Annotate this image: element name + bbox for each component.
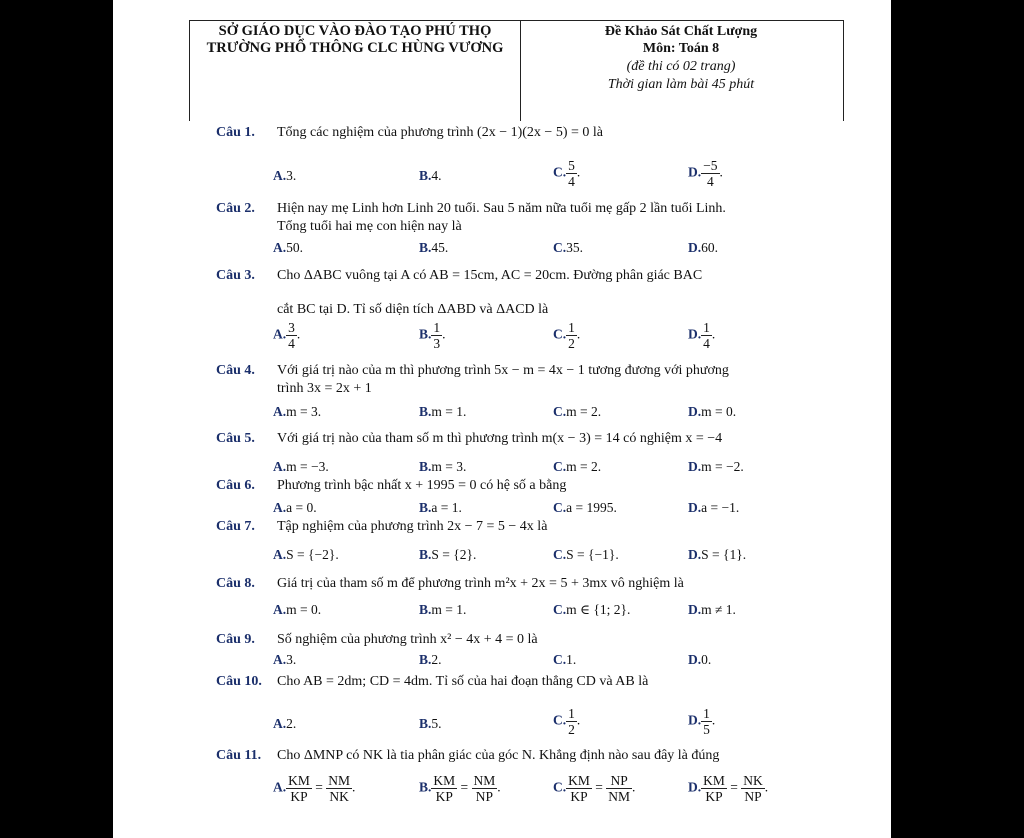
option-letter: A. [273, 500, 287, 515]
option-fraction [606, 773, 632, 804]
answer-option[interactable] [688, 602, 736, 618]
question-text: Tổng các nghiệm của phương trình (2x − 1)(2x − 5) = 0 là [277, 125, 603, 140]
equals-sign: = [311, 779, 327, 795]
option-value: 35. [566, 240, 583, 255]
fraction-numerator: KM [703, 773, 725, 788]
question-label: Câu 6. [216, 478, 255, 493]
option-letter: C. [553, 404, 567, 419]
answer-option[interactable] [419, 716, 442, 732]
option-fraction [701, 706, 712, 737]
fraction-numerator: 1 [568, 706, 575, 721]
option-letter: D. [688, 404, 702, 419]
option-value: m ∈ {1; 2}. [566, 602, 631, 617]
option-value: S = {1}. [701, 547, 747, 562]
option-letter: B. [419, 459, 432, 474]
option-value: m = 0. [286, 602, 322, 617]
option-value: m = 3. [286, 404, 322, 419]
equals-sign: = [591, 779, 607, 795]
option-value: 45. [431, 240, 449, 255]
fraction-denominator: 4 [288, 336, 295, 351]
option-value: a = 1. [431, 500, 462, 515]
option-value: S = {−2}. [286, 547, 339, 562]
option-suffix: . [719, 164, 723, 180]
option-value: m = 3. [431, 459, 467, 474]
answer-option[interactable] [419, 602, 466, 618]
option-fraction [701, 320, 712, 351]
answer-option[interactable] [553, 240, 583, 256]
question-text: Số nghiệm của phương trình x² − 4x + 4 = 0 là [277, 632, 538, 647]
option-value: m = 0. [701, 404, 737, 419]
fraction-numerator: NM [473, 773, 496, 788]
question-label: Câu 7. [216, 519, 255, 534]
answer-option[interactable] [688, 158, 723, 189]
answer-option[interactable] [688, 547, 746, 563]
answer-option[interactable] [273, 773, 355, 804]
fraction-numerator: 1 [568, 320, 575, 335]
option-suffix: . [711, 712, 716, 728]
option-fraction [472, 773, 501, 804]
option-letter: A. [273, 240, 287, 255]
fraction-numerator: 3 [288, 320, 295, 335]
option-suffix: . [497, 779, 501, 795]
option-suffix: . [442, 326, 446, 342]
option-letter: A. [273, 779, 287, 795]
option-fraction [286, 320, 297, 351]
answer-option[interactable] [273, 168, 296, 184]
fraction-denominator: 2 [568, 336, 575, 351]
answer-option[interactable] [553, 158, 580, 189]
fraction-denominator: KP [435, 789, 453, 804]
option-letter: B. [419, 602, 432, 617]
option-letter: B. [419, 652, 432, 667]
question-text: Hiện nay mẹ Linh hơn Linh 20 tuổi. Sau 5 năm nữa tuổi mẹ gấp 2 lần tuổi Linh. [277, 201, 726, 216]
question-text: Với giá trị nào của m thì phương trình 5x − m = 4x − 1 tương đương với phương [277, 363, 729, 378]
option-letter: D. [688, 326, 702, 342]
option-value: 5. [431, 716, 442, 731]
fraction-numerator: KM [433, 773, 456, 788]
option-letter: D. [688, 459, 702, 474]
option-value: m = −2. [701, 459, 744, 474]
fraction-denominator: 4 [706, 174, 714, 189]
equals-sign: = [726, 779, 742, 795]
option-suffix: . [576, 712, 581, 728]
option-fraction [431, 320, 442, 351]
option-suffix: . [576, 164, 581, 180]
fraction-numerator: 1 [703, 320, 710, 335]
question-label: Câu 11. [216, 748, 262, 763]
question-text: Phương trình bậc nhất x + 1995 = 0 có hệ số a bằng [277, 478, 567, 493]
option-letter: C. [553, 602, 567, 617]
option-fraction [741, 773, 765, 804]
option-letter: C. [553, 652, 567, 667]
option-value: m = −3. [286, 459, 329, 474]
answer-option[interactable] [688, 240, 718, 256]
fraction-numerator: 5 [568, 158, 575, 173]
answer-option[interactable] [273, 459, 329, 475]
option-value: m = 2. [566, 404, 602, 419]
option-value: 50. [286, 240, 303, 255]
fraction-denominator: 5 [703, 722, 710, 737]
answer-option[interactable] [688, 320, 715, 351]
option-letter: B. [419, 404, 432, 419]
option-letter: A. [273, 326, 287, 342]
answer-option[interactable] [273, 500, 317, 516]
question-text: Tập nghiệm của phương trình 2x − 7 = 5 − 4x là [277, 519, 548, 534]
answer-option[interactable] [273, 716, 296, 732]
option-letter: D. [688, 547, 702, 562]
option-fraction [566, 320, 577, 351]
fraction-denominator: NP [744, 789, 762, 804]
question-text: Cho ΔMNP có NK là tia phân giác của góc N. Khẳng định nào sau đây là đúng [277, 748, 720, 763]
option-value: 2. [286, 716, 297, 731]
exam-duration: Thời gian làm bài 45 phút [607, 77, 755, 92]
answer-option[interactable] [553, 459, 601, 475]
answer-option[interactable] [273, 404, 321, 420]
option-letter: A. [273, 547, 287, 562]
option-value: m = 1. [431, 404, 467, 419]
exam-subject: Môn: Toán 8 [642, 41, 720, 56]
equals-sign: = [457, 779, 472, 795]
option-letter: C. [553, 712, 567, 728]
answer-option[interactable] [273, 547, 339, 563]
option-letter: D. [688, 652, 702, 667]
header-left-box [189, 20, 521, 121]
option-value: m = 1. [431, 602, 467, 617]
option-letter: C. [553, 326, 567, 342]
option-letter: C. [553, 240, 567, 255]
answer-option[interactable] [419, 547, 476, 563]
option-letter: A. [273, 459, 287, 474]
option-value: m = 2. [566, 459, 602, 474]
answer-option[interactable] [419, 652, 442, 668]
question-label: Câu 5. [216, 431, 255, 446]
question-label: Câu 1. [216, 125, 255, 140]
answer-option[interactable] [688, 652, 711, 668]
option-value: a = 0. [286, 500, 317, 515]
question-text: Giá trị của tham số m để phương trình m²x + 2x = 5 + 3mx vô nghiệm là [277, 576, 684, 591]
fraction-denominator: NP [475, 789, 494, 804]
fraction-numerator: −5 [703, 158, 718, 173]
answer-option[interactable] [419, 168, 442, 184]
option-fraction [566, 706, 577, 737]
fraction-denominator: KP [290, 789, 308, 804]
option-letter: C. [553, 164, 567, 180]
answer-option[interactable] [553, 500, 617, 516]
option-value: S = {2}. [431, 547, 477, 562]
question-text: cắt BC tại D. Tỉ số diện tích ΔABD và ΔACD là [277, 302, 549, 317]
option-letter: A. [273, 168, 287, 183]
exam-page [113, 0, 891, 838]
option-letter: A. [273, 652, 287, 667]
school-name: TRƯỜNG PHỔ THÔNG CLC HÙNG VƯƠNG [206, 40, 504, 56]
option-suffix: . [296, 326, 301, 342]
fraction-numerator: NP [606, 773, 632, 789]
option-value: a = −1. [701, 500, 740, 515]
option-letter: A. [273, 602, 287, 617]
answer-option[interactable] [688, 500, 739, 516]
answer-option[interactable] [688, 773, 768, 804]
option-letter: C. [553, 547, 567, 562]
option-fraction [566, 158, 577, 189]
question-label: Câu 10. [216, 674, 262, 689]
exam-pages: (đề thi có 02 trang) [626, 59, 736, 74]
answer-option[interactable] [553, 602, 630, 618]
answer-option[interactable] [553, 547, 619, 563]
answer-option[interactable] [273, 320, 300, 351]
option-letter: D. [688, 164, 702, 180]
option-letter: C. [553, 779, 567, 795]
fraction-denominator: 4 [703, 336, 710, 351]
fraction-denominator: KP [705, 789, 723, 804]
question-label: Câu 2. [216, 201, 255, 216]
exam-title: Đề Khảo Sát Chất Lượng [604, 24, 758, 39]
option-fraction [701, 773, 727, 804]
option-value: m ≠ 1. [701, 602, 736, 617]
answer-option[interactable] [688, 404, 736, 420]
question-text: Cho AB = 2dm; CD = 4dm. Tỉ số của hai đoạn thẳng CD và AB là [277, 674, 649, 689]
question-text: Với giá trị nào của tham số m thì phương trình m(x − 3) = 14 có nghiệm x = −4 [277, 431, 723, 446]
option-letter: A. [273, 716, 287, 731]
option-letter: B. [419, 779, 432, 795]
option-value: 3. [286, 652, 297, 667]
question-text: Tổng tuổi hai mẹ con hiện nay là [277, 219, 462, 234]
question-label: Câu 3. [216, 268, 255, 283]
question-label: Câu 8. [216, 576, 255, 591]
option-fraction [326, 773, 352, 804]
option-letter: D. [688, 500, 702, 515]
answer-option[interactable] [553, 652, 576, 668]
option-letter: D. [688, 240, 702, 255]
fraction-denominator: KP [570, 789, 588, 804]
answer-option[interactable] [273, 602, 321, 618]
answer-option[interactable] [688, 459, 744, 475]
option-letter: C. [553, 500, 567, 515]
option-value: a = 1995. [566, 500, 617, 515]
fraction-denominator: 3 [433, 336, 441, 351]
department-name: SỞ GIÁO DỤC VÀO ĐÀO TẠO PHÚ THỌ [218, 23, 492, 39]
fraction-denominator: NK [329, 789, 349, 804]
option-suffix: . [576, 326, 581, 342]
fraction-denominator: NM [608, 789, 631, 804]
answer-option[interactable] [419, 773, 501, 804]
fraction-numerator: KM [568, 773, 590, 788]
option-letter: B. [419, 168, 432, 183]
question-text: trình 3x = 2x + 1 [277, 381, 372, 396]
option-letter: B. [419, 547, 432, 562]
option-letter: A. [273, 404, 287, 419]
fraction-denominator: 4 [568, 174, 575, 189]
fraction-numerator: 1 [433, 320, 441, 335]
option-value: S = {−1}. [566, 547, 619, 562]
question-label: Câu 9. [216, 632, 255, 647]
answer-option[interactable] [419, 240, 448, 256]
fraction-numerator: NM [328, 773, 351, 788]
header-right-box [519, 20, 844, 121]
option-value: 60. [701, 240, 718, 255]
option-value: 4. [431, 168, 442, 183]
option-value: 1. [566, 652, 577, 667]
option-letter: C. [553, 459, 567, 474]
question-text: Cho ΔABC vuông tại A có AB = 15cm, AC = 20cm. Đường phân giác BAC [277, 268, 703, 283]
option-suffix: . [711, 326, 716, 342]
answer-option[interactable] [273, 240, 303, 256]
fraction-denominator: 2 [568, 722, 575, 737]
option-suffix: . [632, 779, 636, 795]
answer-option[interactable] [688, 706, 715, 737]
fraction-numerator: 1 [703, 706, 710, 721]
option-fraction [701, 158, 719, 189]
option-letter: D. [688, 779, 702, 795]
option-letter: B. [419, 500, 432, 515]
option-letter: B. [419, 716, 432, 731]
option-letter: B. [419, 240, 432, 255]
option-letter: D. [688, 712, 702, 728]
answer-option[interactable] [553, 773, 635, 804]
answer-option[interactable] [553, 320, 580, 351]
option-letter: D. [688, 602, 702, 617]
answer-option[interactable] [553, 404, 601, 420]
answer-option[interactable] [419, 320, 446, 351]
answer-option[interactable] [273, 652, 296, 668]
option-value: 2. [431, 652, 442, 667]
option-fraction [286, 773, 312, 804]
option-value: 3. [286, 168, 297, 183]
fraction-numerator: KM [288, 773, 310, 788]
answer-option[interactable] [419, 500, 462, 516]
option-fraction [431, 773, 457, 804]
question-label: Câu 4. [216, 363, 255, 378]
answer-option[interactable] [419, 459, 466, 475]
answer-option[interactable] [419, 404, 466, 420]
answer-option[interactable] [553, 706, 580, 737]
option-value: 0. [701, 652, 712, 667]
option-suffix: . [764, 779, 769, 795]
option-fraction [566, 773, 592, 804]
option-letter: B. [419, 326, 432, 342]
option-suffix: . [352, 779, 356, 795]
fraction-numerator: NK [743, 773, 763, 788]
